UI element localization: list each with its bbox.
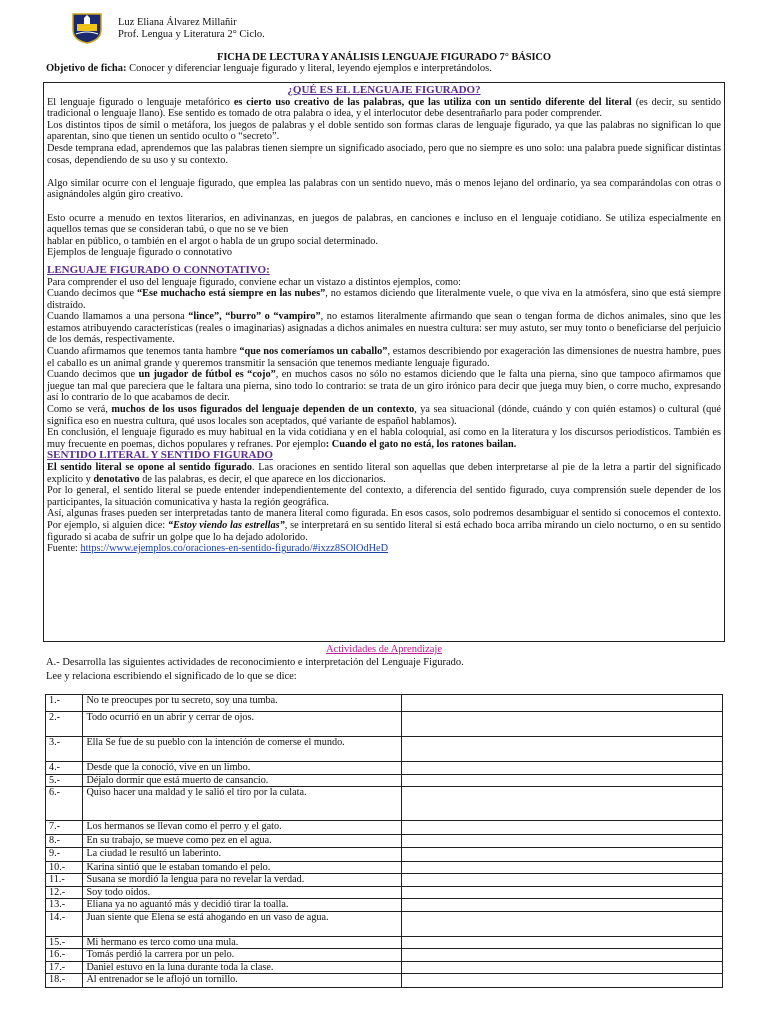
table-row [46,821,723,835]
table-row [46,911,723,936]
objective-text: Conocer y diferenciar lenguaje figurado y literal, leyendo ejemplos e interpretándolos. [126,63,492,74]
paragraph: Ejemplos de lenguaje figurado o connotativo [47,247,233,259]
table-row [46,886,723,899]
figurative-sentence: Eliana ya no aguantó más y decidió tirar la toalla. [83,899,402,912]
text: Así, algunas frases pueden ser interpretadas tanto de manera literal como figurada. En esos casos, solo podremos desambiguar el sentido si conocemos el contexto. Por ejemplo, si alguien dice: [47,508,721,531]
reading-box [43,82,725,642]
figurative-sentence: No te preocupes por tu secreto, soy una tumba. [83,695,402,712]
figurative-sentence: Los hermanos se llevan como el perro y el gato. [83,821,402,835]
paragraph: Para comprender el uso del lenguaje figurado, conviene echar un vistazo a distintos ejemplos, como: [47,276,462,288]
source-link[interactable]: https://www.ejemplos.co/oraciones-en-sentido-figurado/#ixzz8SOlOdHeD [80,543,389,555]
bold-text: un jugador de fútbol es “cojo” [138,369,276,381]
answer-cell[interactable] [402,762,723,775]
source-line [47,543,721,555]
answer-cell[interactable] [402,695,723,712]
table-row [46,712,723,737]
row-number: 1.- [46,695,83,712]
row-number: 10.- [46,861,83,874]
paragraph [47,427,721,450]
answer-cell[interactable] [402,835,723,848]
text: . Las oraciones en sentido literal son aquellas que deben interpretarse al pie de la letra a partir del significado explícito y [47,462,721,485]
bold-text: “Ese muchacho está siempre en las nubes” [136,288,326,300]
table-row [46,787,723,821]
text: En conclusión, el lenguaje figurado es muy habitual en la vida cotidiana y en el habla coloquial, así como en la literatura y los discursos periodísticos. También es muy frecuente en poemas, dichos populares y refranes. Por ejemplo [47,427,721,450]
bold-text: denotativo [93,473,140,485]
figurative-sentence: En su trabajo, se mueve como pez en el agua. [83,835,402,848]
text: Cuando decimos que [47,288,137,300]
answer-cell[interactable] [402,874,723,887]
text: , se interpretará en su sentido literal si está echado boca arriba mirando un cielo nocturno, o en su sentido figurado si acaba de sufrir un golpe que lo ha dejado adolorido. [47,519,721,543]
text: , ya sea situacional (dónde, cuándo y con quién estamos) o cultural (qué significa eso en nuestra cultura, qué usos locales son aceptados, qué variante de español hablamos). [47,404,721,427]
answer-cell[interactable] [402,886,723,899]
source-label: Fuente: [47,543,81,555]
bold-text: muchos de los usos figurados del lenguaje dependen de un contexto [111,404,415,416]
paragraph [47,369,721,404]
text: (es decir, su sentido tradicional o lenguaje llano). Ese sentido es tomado de otra palabra o idea, y el interlocutor debe desentrañarlo para poder comprender. [47,96,721,120]
answer-cell[interactable] [402,821,723,835]
paragraph: Algo similar ocurre con el lenguaje figurado, que emplea las palabras con un sentido nuevo, más o menos lejano del ordinario, ya sea comparándolas con otras o asignándoles algún giro creativo. [47,177,721,201]
paragraph [47,311,721,346]
paragraph: Esto ocurre a menudo en textos literarios, en adivinanzas, en juegos de palabras, en canciones e incluso en el lenguaje cotidiano. Se utiliza especialmente en aquellos temas que se consideran tabú, o que no se ve bien [47,212,721,236]
answer-cell[interactable] [402,899,723,912]
answer-cell[interactable] [402,847,723,861]
paragraph [47,404,721,427]
paragraph: Por lo general, el sentido literal se puede entender independientemente del contexto, a diferencia del sentido figurado, cuya comprensión suele depender de los participantes, la situación comunicativa y hasta la región geográfica. [47,485,721,508]
text: Como se verá, [47,404,112,416]
figurative-sentence: Al entrenador se le aflojó un tornillo. [83,974,402,988]
text: El lenguaje figurado o lenguaje metafórico [47,96,234,108]
row-number: 6.- [46,787,83,821]
row-number: 17.- [46,961,83,974]
text: de las palabras, es decir, el que aparece en los diccionarios. [139,473,386,485]
row-number: 4.- [46,762,83,775]
exercise-table [45,694,723,988]
bold-text: : Cuando el gato no está, los ratones bailan. [325,438,517,450]
table-row [46,974,723,988]
text: , estamos describiendo por exageración las dimensiones de nuestra hambre, pues el caballo es un animal grande y queremos transmitir la sensación que tenemos mediante lenguaje figurado. [47,346,721,369]
section-heading-connotative: LENGUAJE FIGURADO O CONNOTATIVO: [47,263,270,276]
table-row [46,774,723,787]
table-row [46,961,723,974]
figurative-sentence: Soy todo oídos. [83,886,402,899]
text: , en muchos casos no sólo no estamos diciendo que le falta una pierna, sino que tampoco afirmamos que juegue tan mal que pareciera que le faltara una pierna, sino todo lo contrario: se trata de un giro irónico para decir que juega muy bien, o corre mucho, expresando así lo contrario de lo que acabamos de decir. [47,369,722,404]
section-heading-what-is: ¿QUÉ ES EL LENGUAJE FIGURADO? [287,84,481,96]
figurative-sentence: Ella Se fue de su pueblo con la intención de comerse el mundo. [83,737,402,762]
paragraph [47,462,721,485]
bold-text: “lince”, “burro” o “vampiro” [188,311,321,323]
bold-text: “que nos comeríamos un caballo” [239,346,388,358]
bold-italic-text: “Estoy viendo las estrellas” [167,519,285,531]
text: , no estamos literalmente afirmando que sean o tengan forma de dichos animales, sino que les estamos atribuyendo características (reales o imaginarias) asignadas a dichos animales en nuestra cultura: ser muy astuto, ser muy tonto o beneficiarse del perjuicio de los demás, respectivamente. [47,311,721,346]
answer-cell[interactable] [402,974,723,988]
text: Cuando afirmamos que tenemos tanta hambre [47,346,240,358]
author-name: Luz Eliana Álvarez Millañir [118,17,237,28]
author-role: Prof. Lengua y Literatura 2° Ciclo. [118,29,265,40]
page-title: FICHA DE LECTURA Y ANÁLISIS LENGUAJE FIGURADO 7° BÁSICO [217,52,551,63]
text: Cuando decimos que [47,369,139,381]
paragraph [47,508,721,543]
table-row [46,936,723,949]
text: Cuando llamamos a una persona [47,311,189,323]
figurative-sentence: Karina sintió que le estaban tomando el pelo. [83,861,402,874]
bold-text: es cierto uso creativo de las palabras, que las utiliza con un sentido diferente del literal [233,96,632,108]
paragraph: Desde temprana edad, aprendemos que las palabras tienen siempre un significado asociado, pero que no siempre es uno solo: una palabra puede significar distintas cosas, dependiendo de su uso y su contexto. [47,142,721,166]
table-row [46,737,723,762]
answer-cell[interactable] [402,949,723,962]
paragraph [47,288,721,311]
figurative-sentence: Desde que la conoció, vive en un limbo. [83,762,402,775]
exercise-table-body [46,695,723,988]
activity-instructions [46,656,464,684]
row-number: 8.- [46,835,83,848]
figurative-sentence: Quiso hacer una maldad y le salió el tiro por la culata. [83,787,402,821]
table-row [46,949,723,962]
paragraph: hablar en público, o también en el argot o habla de un grupo social determinado. [47,235,378,247]
text: , no estamos diciendo que literalmente vuele, o que viva en la atmósfera, sino que está siempre distraído. [47,288,722,311]
bold-text: El sentido literal se opone al sentido figurado [47,462,253,473]
row-number: 14.- [46,911,83,936]
figurative-sentence: Todo ocurrió en un abrir y cerrar de ojos. [83,712,402,737]
table-row [46,874,723,887]
figurative-sentence: Tomás perdió la carrera por un pelo. [83,949,402,962]
instruction-line: Lee y relaciona escribiendo el significado de lo que se dice: [46,671,297,682]
answer-cell[interactable] [402,911,723,936]
table-row [46,695,723,712]
answer-cell[interactable] [402,774,723,787]
figurative-sentence: Déjalo dormir que está muerto de cansancio. [83,774,402,787]
row-number: 16.- [46,949,83,962]
row-number: 13.- [46,899,83,912]
answer-cell[interactable] [402,936,723,949]
row-number: 5.- [46,774,83,787]
figurative-sentence: Mi hermano es terco como una mula. [83,936,402,949]
row-number: 11.- [46,874,83,887]
table-row [46,762,723,775]
paragraph [47,346,721,369]
answer-cell[interactable] [402,737,723,762]
row-number: 15.- [46,936,83,949]
paragraph: Los distintos tipos de símil o metáfora, los juegos de palabras y el doble sentido son formas claras de lenguaje figurado, ya que las palabras no significan lo que aparentan, sino que tienen un sentido oculto o “secreto”. [47,119,721,143]
section-heading-literal: SENTIDO LITERAL Y SENTIDO FIGURADO [47,449,273,462]
paragraph [47,97,721,120]
figurative-sentence: La ciudad le resultó un laberinto. [83,847,402,861]
table-row [46,861,723,874]
activities-heading: Actividades de Aprendizaje [325,644,443,655]
school-logo [70,12,104,44]
answer-cell[interactable] [402,787,723,821]
figurative-sentence: Juan siente que Elena se está ahogando en un vaso de agua. [83,911,402,936]
answer-cell[interactable] [402,861,723,874]
row-number: 9.- [46,847,83,861]
instruction-line: A.- Desarrolla las siguientes actividades de reconocimiento e interpretación del Lenguaje Figurado. [46,657,464,668]
row-number: 3.- [46,737,83,762]
table-row [46,835,723,848]
figurative-sentence: Daniel estuvo en la luna durante toda la clase. [83,961,402,974]
document-header [70,12,710,44]
row-number: 18.- [46,974,83,988]
table-row [46,899,723,912]
row-number: 12.- [46,886,83,899]
row-number: 7.- [46,821,83,835]
figurative-sentence: Susana se mordió la lengua para no revelar la verdad. [83,874,402,887]
objective [46,63,492,74]
row-number: 2.- [46,712,83,737]
answer-cell[interactable] [402,961,723,974]
answer-cell[interactable] [402,712,723,737]
objective-label: Objetivo de ficha: [46,63,127,74]
table-row [46,847,723,861]
